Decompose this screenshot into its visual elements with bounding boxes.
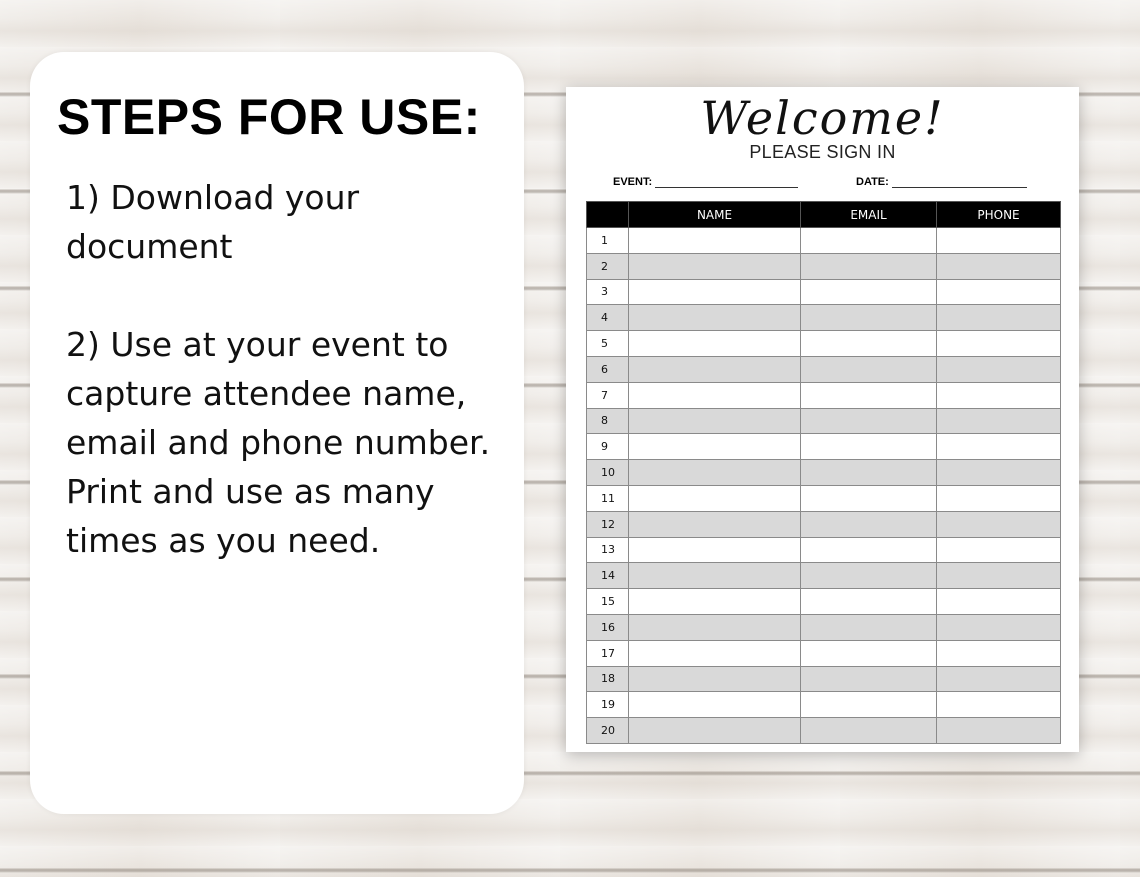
table-row: [587, 331, 1061, 357]
email-cell: [801, 331, 937, 357]
name-cell: [629, 434, 801, 460]
table-row: [587, 537, 1061, 563]
row-number: 13: [587, 537, 629, 563]
phone-cell: [937, 434, 1061, 460]
date-line: [892, 176, 1027, 188]
email-cell: [801, 485, 937, 511]
row-number: 2: [587, 253, 629, 279]
phone-cell: [937, 640, 1061, 666]
table-row: [587, 305, 1061, 331]
table-row: [587, 460, 1061, 486]
name-cell: [629, 460, 801, 486]
event-field: [613, 176, 798, 188]
table-row: [587, 485, 1061, 511]
date-field: [856, 176, 1027, 188]
phone-cell: [937, 537, 1061, 563]
phone-cell: [937, 253, 1061, 279]
step-1-text: 1) Download your document: [66, 178, 360, 266]
name-cell: [629, 511, 801, 537]
email-cell: [801, 356, 937, 382]
email-cell: [801, 408, 937, 434]
table-row: [587, 434, 1061, 460]
welcome-heading: Welcome!: [700, 91, 945, 145]
name-cell: [629, 279, 801, 305]
name-cell: [629, 537, 801, 563]
email-cell: [801, 537, 937, 563]
name-cell: [629, 382, 801, 408]
table-row: [587, 228, 1061, 254]
phone-cell: [937, 511, 1061, 537]
email-cell: [801, 305, 937, 331]
phone-cell: [937, 460, 1061, 486]
name-cell: [629, 666, 801, 692]
email-cell: [801, 279, 937, 305]
table-row: [587, 692, 1061, 718]
row-number: 8: [587, 408, 629, 434]
sign-in-sheet: [566, 87, 1079, 752]
row-number: 7: [587, 382, 629, 408]
email-cell: [801, 666, 937, 692]
header-email: EMAIL: [801, 202, 937, 228]
table-row: [587, 563, 1061, 589]
email-cell: [801, 718, 937, 744]
name-cell: [629, 640, 801, 666]
event-label: EVENT:: [613, 176, 653, 188]
phone-cell: [937, 382, 1061, 408]
email-cell: [801, 228, 937, 254]
date-label: DATE:: [856, 176, 889, 188]
name-cell: [629, 692, 801, 718]
row-number: 3: [587, 279, 629, 305]
row-number: 4: [587, 305, 629, 331]
phone-cell: [937, 356, 1061, 382]
name-cell: [629, 485, 801, 511]
table-row: [587, 718, 1061, 744]
event-line: [655, 176, 798, 188]
phone-cell: [937, 563, 1061, 589]
email-cell: [801, 640, 937, 666]
row-number: 10: [587, 460, 629, 486]
email-cell: [801, 563, 937, 589]
row-number: 9: [587, 434, 629, 460]
phone-cell: [937, 692, 1061, 718]
phone-cell: [937, 718, 1061, 744]
name-cell: [629, 718, 801, 744]
header-name: NAME: [629, 202, 801, 228]
steps-text: [66, 173, 516, 614]
row-number: 18: [587, 666, 629, 692]
steps-title: STEPS FOR USE:: [57, 89, 481, 145]
phone-cell: [937, 589, 1061, 615]
phone-cell: [937, 614, 1061, 640]
email-cell: [801, 692, 937, 718]
row-number: 20: [587, 718, 629, 744]
name-cell: [629, 563, 801, 589]
name-cell: [629, 331, 801, 357]
table-row: [587, 666, 1061, 692]
table-row: [587, 511, 1061, 537]
email-cell: [801, 382, 937, 408]
name-cell: [629, 253, 801, 279]
sign-in-table: [586, 201, 1061, 744]
row-number: 5: [587, 331, 629, 357]
row-number: 15: [587, 589, 629, 615]
table-row: [587, 356, 1061, 382]
sign-in-subtitle: PLEASE SIGN IN: [749, 142, 896, 162]
header-phone: PHONE: [937, 202, 1061, 228]
row-number: 1: [587, 228, 629, 254]
row-number: 6: [587, 356, 629, 382]
name-cell: [629, 408, 801, 434]
phone-cell: [937, 279, 1061, 305]
name-cell: [629, 614, 801, 640]
step-2-text: 2) Use at your event to capture attendee name, email and phone number. Print and use as many times as you need.: [66, 325, 491, 560]
table-row: [587, 382, 1061, 408]
phone-cell: [937, 485, 1061, 511]
table-row: [587, 640, 1061, 666]
name-cell: [629, 228, 801, 254]
name-cell: [629, 589, 801, 615]
phone-cell: [937, 228, 1061, 254]
table-header-row: [587, 202, 1061, 228]
email-cell: [801, 589, 937, 615]
name-cell: [629, 305, 801, 331]
row-number: 17: [587, 640, 629, 666]
phone-cell: [937, 305, 1061, 331]
name-cell: [629, 356, 801, 382]
table-body: [587, 228, 1061, 744]
steps-card: [30, 52, 524, 814]
table-row: [587, 279, 1061, 305]
email-cell: [801, 614, 937, 640]
row-number: 12: [587, 511, 629, 537]
email-cell: [801, 511, 937, 537]
row-number: 14: [587, 563, 629, 589]
header-number: [587, 202, 629, 228]
phone-cell: [937, 408, 1061, 434]
email-cell: [801, 253, 937, 279]
table-row: [587, 408, 1061, 434]
table-row: [587, 253, 1061, 279]
table-row: [587, 614, 1061, 640]
row-number: 11: [587, 485, 629, 511]
phone-cell: [937, 666, 1061, 692]
email-cell: [801, 460, 937, 486]
phone-cell: [937, 331, 1061, 357]
table-row: [587, 589, 1061, 615]
row-number: 19: [587, 692, 629, 718]
email-cell: [801, 434, 937, 460]
row-number: 16: [587, 614, 629, 640]
